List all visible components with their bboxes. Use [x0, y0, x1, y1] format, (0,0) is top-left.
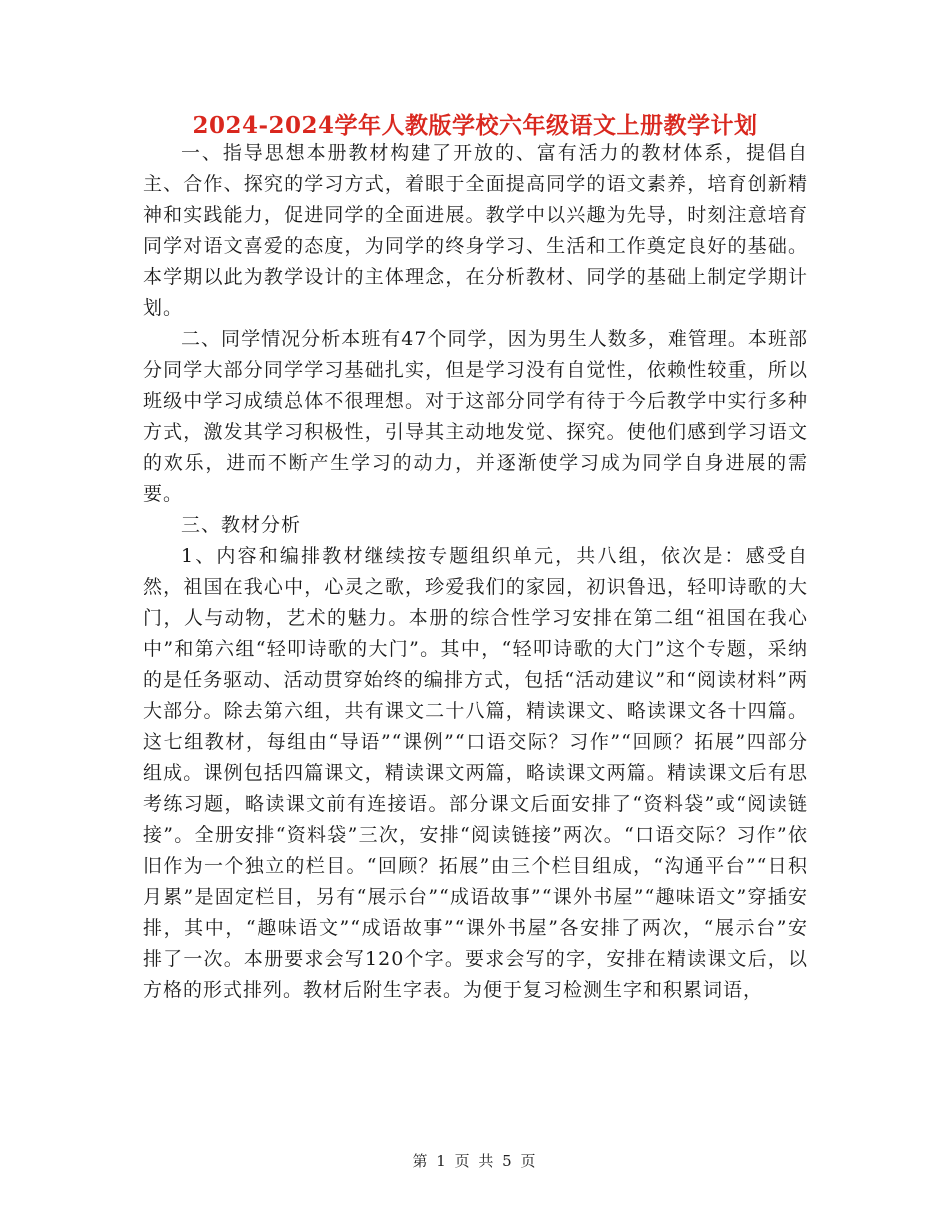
- document-body: [143, 138, 808, 1006]
- paragraph-student-analysis: 二、同学情况分析本班有47个同学，因为男生人数多，难管理。本班部分同学大部分同学学习基础扎实，但是学习没有自觉性，依赖性较重，所以班级中学习成绩总体不很理想。对于这部分同学有待于今后教学中实行多种方式，激发其学习积极性，引导其主动地发觉、探究。使他们感到学习语文的欢乐，进而不断产生学习的动力，并逐渐使学习成为同学自身进展的需要。: [143, 328, 808, 505]
- paragraph-content-arrangement: 1、内容和编排教材继续按专题组织单元，共八组，依次是：感受自然，祖国在我心中，心灵之歌，珍爱我们的家园，初识鲁迅，轻叩诗歌的大门，人与动物，艺术的魅力。本册的综合性学习安排在第二组“祖国在我心中”和第六组“轻叩诗歌的大门”。其中，“轻叩诗歌的大门”这个专题，采纳的是任务驱动、活动贯穿始终的编排方式，包括“活动建议”和“阅读材料”两大部分。除去第六组，共有课文二十八篇，精读课文、略读课文各十四篇。这七组教材，每组由“导语”“课例”“口语交际？习作”“回顾？拓展”四部分组成。课例包括四篇课文，精读课文两篇，略读课文两篇。精读课文后有思考练习题，略读课文前有连接语。部分课文后面安排了“资料袋”或“阅读链接”。全册安排“资料袋”三次，安排“阅读链接”两次。“口语交际？习作”依旧作为一个独立的栏目。“回顾？拓展”由三个栏目组成，“沟通平台”“日积月累”是固定栏目，另有“展示台”“成语故事”“课外书屋”“趣味语文”穿插安排，其中，“趣味语文”“成语故事”“课外书屋”各安排了两次，“展示台”安排了一次。本册要求会写120个字。要求会写的字，安排在精读课文后，以方格的形式排列。教材后附生字表。为便于复习检测生字和积累词语，: [143, 545, 808, 1001]
- page-number-footer: 第 1 页 共 5 页: [412, 1152, 538, 1170]
- paragraph-textbook-analysis-heading: 三、教材分析: [181, 514, 302, 536]
- paragraph-guiding-ideology: 一、指导思想本册教材构建了开放的、富有活力的教材体系，提倡自主、合作、探究的学习方式，着眼于全面提高同学的语文素养，培育创新精神和实践能力，促进同学的全面进展。教学中以兴趣为先导，时刻注意培育同学对语文喜爱的态度，为同学的终身学习、生活和工作奠定良好的基础。本学期以此为教学设计的主体理念，在分析教材、同学的基础上制定学期计划。: [143, 142, 808, 319]
- document-title: 2024-2024学年人教版学校六年级语文上册教学计划: [192, 112, 758, 139]
